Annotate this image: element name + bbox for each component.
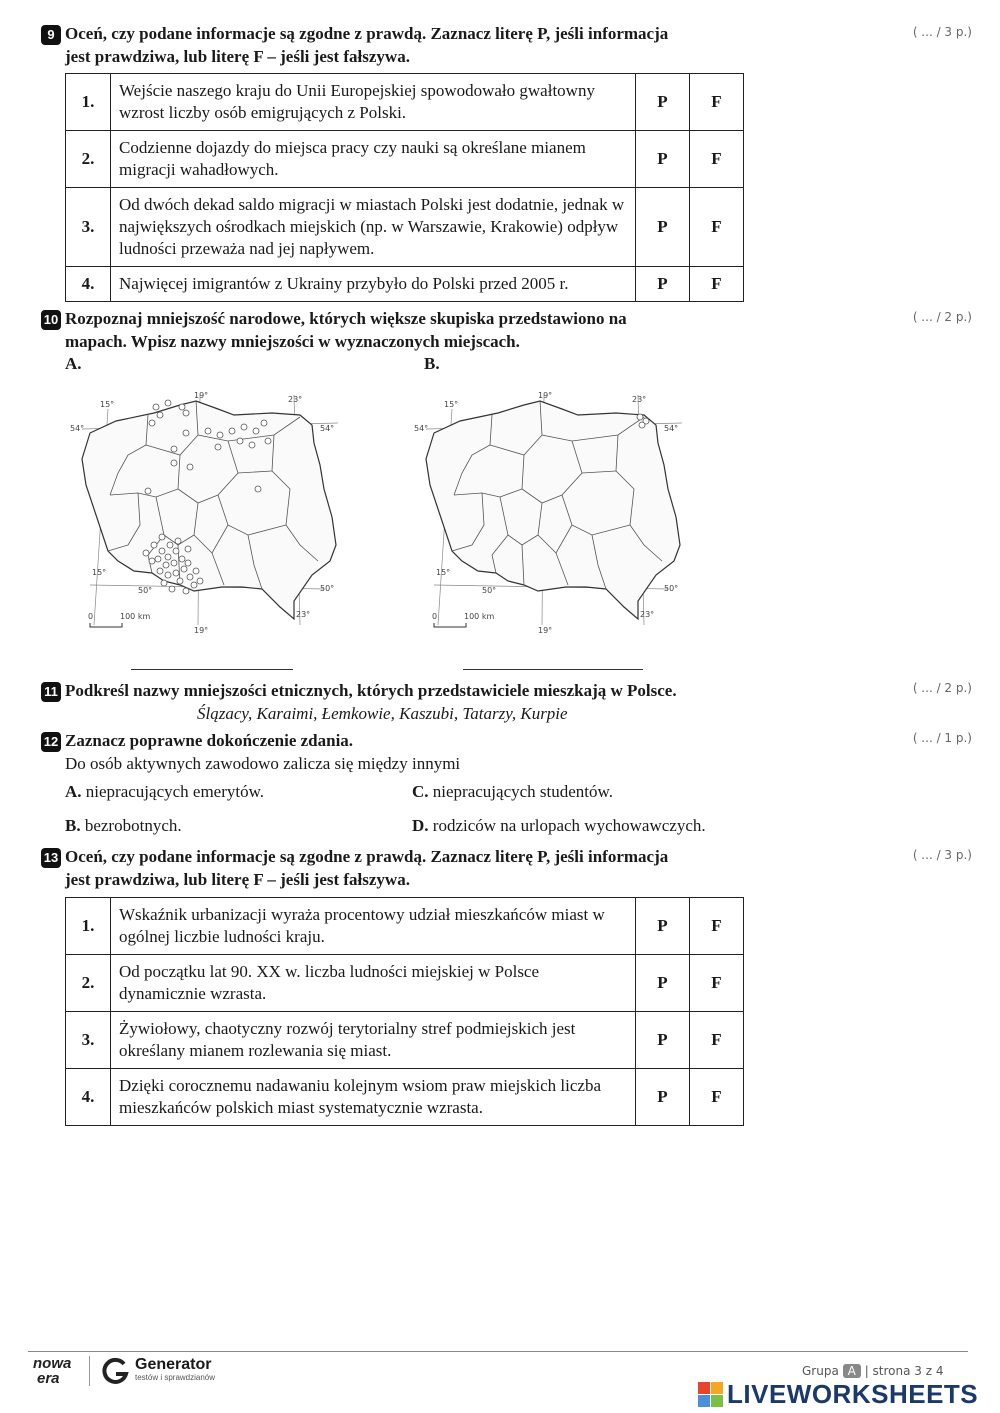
lon-15-label: 15°: [444, 400, 459, 409]
option-f[interactable]: F: [690, 955, 744, 1012]
table-row: [66, 898, 744, 955]
option-p[interactable]: P: [636, 955, 690, 1012]
question-9-number: 9: [41, 25, 61, 45]
lat-54-label-right: 54°: [664, 424, 679, 433]
option-a-letter: A.: [65, 782, 82, 801]
row-number: 4.: [66, 267, 111, 302]
table-row: [66, 131, 744, 188]
option-p[interactable]: P: [636, 1069, 690, 1126]
question-10-points: ( ... / 2 p.): [912, 310, 972, 324]
liveworksheets-text: LIVEWORKSHEETS: [727, 1379, 979, 1409]
table-row: [66, 1069, 744, 1126]
lat-50-label-left: 50°: [138, 586, 153, 595]
statement-text: Najwięcej imigrantów z Ukrainy przybyło do Polski przed 2005 r.: [111, 267, 636, 302]
map-a: [68, 385, 346, 637]
question-10-number: 10: [41, 310, 61, 330]
question-13-points: ( ... / 3 p.): [912, 848, 972, 862]
statement-text: Od początku lat 90. XX w. liczba ludności miejskiej w Polsce dynamicznie wzrasta.: [111, 955, 636, 1012]
lon-19-label: 19°: [538, 391, 553, 400]
option-c-text: niepracujących studentów.: [432, 782, 613, 801]
question-11-number: 11: [41, 682, 61, 702]
option-f[interactable]: F: [690, 898, 744, 955]
answer-line-a[interactable]: [131, 669, 293, 670]
question-11-options[interactable]: Ślązacy, Karaimi, Łemkowie, Kaszubi, Tatarzy, Kurpie: [197, 704, 568, 723]
option-p[interactable]: P: [636, 74, 690, 131]
nowa-era-logo: [33, 1356, 71, 1386]
group-badge: A: [843, 1364, 861, 1378]
lat-54-label-right: 54°: [320, 424, 335, 433]
liveworksheets-logo-icon: [698, 1382, 724, 1408]
row-number: 2.: [66, 955, 111, 1012]
question-11-points: ( ... / 2 p.): [912, 681, 972, 695]
question-12-points: ( ... / 1 p.): [912, 731, 972, 745]
generator-subtitle: testów i sprawdzianów: [135, 1373, 216, 1382]
map-b-label: B.: [424, 354, 440, 373]
question-9-points: ( ... / 3 p.): [912, 25, 972, 39]
table-row: [66, 267, 744, 302]
option-d-text: rodziców na urlopach wychowawczych.: [432, 816, 706, 835]
question-9-prompt-line1: Oceń, czy podane informacje są zgodne z prawdą. Zaznacz literę P, jeśli informacja: [65, 24, 669, 43]
row-number: 1.: [66, 74, 111, 131]
lat-50-label-right: 50°: [664, 584, 679, 593]
page-info: [802, 1364, 943, 1378]
option-a-text: niepracujących emerytów.: [85, 782, 265, 801]
lon-15-label: 15°: [100, 400, 115, 409]
option-f[interactable]: F: [690, 1012, 744, 1069]
answer-option-b[interactable]: [65, 815, 182, 837]
option-p[interactable]: P: [636, 188, 690, 267]
question-13-prompt-line1: Oceń, czy podane informacje są zgodne z prawdą. Zaznacz literę P, jeśli informacja: [65, 847, 669, 866]
lon-23-label: 23°: [632, 395, 647, 404]
option-f[interactable]: F: [690, 1069, 744, 1126]
statement-text: Od dwóch dekad saldo migracji w miastach Polski jest dodatnie, jednak w największych ośrodkach miejskich (np. w Warszawie, Krakowie) odpływ ludności przeważa nad jej napływem.: [111, 188, 636, 267]
table-row: [66, 955, 744, 1012]
question-12-prompt: Zaznacz poprawne dokończenie zdania.: [65, 731, 354, 750]
option-f[interactable]: F: [690, 188, 744, 267]
question-13-number: 13: [41, 848, 61, 868]
map-a-label: A.: [65, 354, 82, 373]
statement-text: Codzienne dojazdy do miejsca pracy czy nauki są określane mianem migracji wahadłowych.: [111, 131, 636, 188]
option-f[interactable]: F: [690, 131, 744, 188]
table-row: [66, 74, 744, 131]
question-11-prompt: Podkreśl nazwy mniejszości etnicznych, których przedstawiciele mieszkają w Polsce.: [65, 681, 677, 700]
option-b-letter: B.: [65, 816, 81, 835]
scale-100: 100 km: [464, 612, 495, 621]
generator-logo: [135, 1356, 215, 1382]
nowa-era-logo-line2: era: [37, 1370, 60, 1387]
logo-separator: [89, 1356, 90, 1386]
statement-text: Dzięki corocznemu nadawaniu kolejnym wsiom praw miejskich liczba mieszkańców polskich miast systematycznie wzrasta.: [111, 1069, 636, 1126]
option-c-letter: C.: [412, 782, 429, 801]
scale-bar: [90, 623, 122, 627]
lon-19-label: 19°: [194, 391, 209, 400]
lon-15-label-bottom: 15°: [92, 568, 107, 577]
lon-23-label-bottom: 23°: [640, 610, 655, 619]
generator-g-icon: [100, 1356, 130, 1386]
question-9-prompt: [65, 22, 668, 68]
row-number: 2.: [66, 131, 111, 188]
poland-outline: [426, 401, 680, 619]
scale-zero: 0: [88, 612, 94, 621]
question-13-table: [65, 897, 744, 1126]
nowa-era-logo-line1: nowa: [33, 1355, 72, 1372]
row-number: 3.: [66, 1012, 111, 1069]
option-b-text: bezrobotnych.: [84, 816, 182, 835]
statement-text: Wejście naszego kraju do Unii Europejskiej spowodowało gwałtowny wzrost liczby osób emigrujących z Polski.: [111, 74, 636, 131]
lat-50-label-left: 50°: [482, 586, 497, 595]
lat-54-label-left: 54°: [414, 424, 429, 433]
question-9-prompt-line2: jest prawdziwa, lub literę F – jeśli jest fałszywa.: [65, 47, 410, 66]
statement-text: Wskaźnik urbanizacji wyraża procentowy udział mieszkańców miast w ogólnej liczbie ludności kraju.: [111, 898, 636, 955]
lon-19-label-bottom: 19°: [538, 626, 553, 635]
question-10-prompt: [65, 307, 627, 353]
scale-zero: 0: [432, 612, 438, 621]
footer-divider: [28, 1351, 968, 1352]
lon-15-label-bottom: 15°: [436, 568, 451, 577]
option-f[interactable]: F: [690, 267, 744, 302]
liveworksheets-watermark: [698, 1379, 978, 1410]
option-p[interactable]: P: [636, 131, 690, 188]
statement-text: Żywiołowy, chaotyczny rozwój terytorialny stref podmiejskich jest określany mianem rozlewania się miast.: [111, 1012, 636, 1069]
option-p[interactable]: P: [636, 1012, 690, 1069]
question-9-table: [65, 73, 744, 302]
row-number: 1.: [66, 898, 111, 955]
page-number: | strona 3 z 4: [864, 1364, 944, 1378]
answer-option-d[interactable]: [412, 815, 706, 837]
option-p[interactable]: P: [636, 267, 690, 302]
group-label: Grupa: [802, 1364, 839, 1378]
question-10-prompt-line2: mapach. Wpisz nazwy mniejszości w wyznaczonych miejscach.: [65, 332, 520, 351]
option-p[interactable]: P: [636, 898, 690, 955]
lat-50-label-right: 50°: [320, 584, 335, 593]
answer-option-a[interactable]: [65, 781, 264, 803]
row-number: 4.: [66, 1069, 111, 1126]
question-12-stem: Do osób aktywnych zawodowo zalicza się między innymi: [65, 754, 461, 773]
table-row: [66, 1012, 744, 1069]
lon-19-label-bottom: 19°: [194, 626, 209, 635]
lon-23-label-bottom: 23°: [296, 610, 311, 619]
answer-line-b[interactable]: [463, 669, 643, 670]
lon-23-label: 23°: [288, 395, 303, 404]
table-row: [66, 188, 744, 267]
scale-bar: [434, 623, 466, 627]
map-b: [412, 385, 690, 637]
answer-option-c[interactable]: [412, 781, 613, 803]
question-13-prompt: [65, 845, 668, 891]
scale-100: 100 km: [120, 612, 151, 621]
option-d-letter: D.: [412, 816, 429, 835]
question-12-number: 12: [41, 732, 61, 752]
question-10-prompt-line1: Rozpoznaj mniejszość narodowe, których większe skupiska przedstawiono na: [65, 309, 627, 328]
generator-title: Generator: [135, 1356, 212, 1373]
option-f[interactable]: F: [690, 74, 744, 131]
lat-54-label-left: 54°: [70, 424, 85, 433]
row-number: 3.: [66, 188, 111, 267]
question-13-prompt-line2: jest prawdziwa, lub literę F – jeśli jest fałszywa.: [65, 870, 410, 889]
